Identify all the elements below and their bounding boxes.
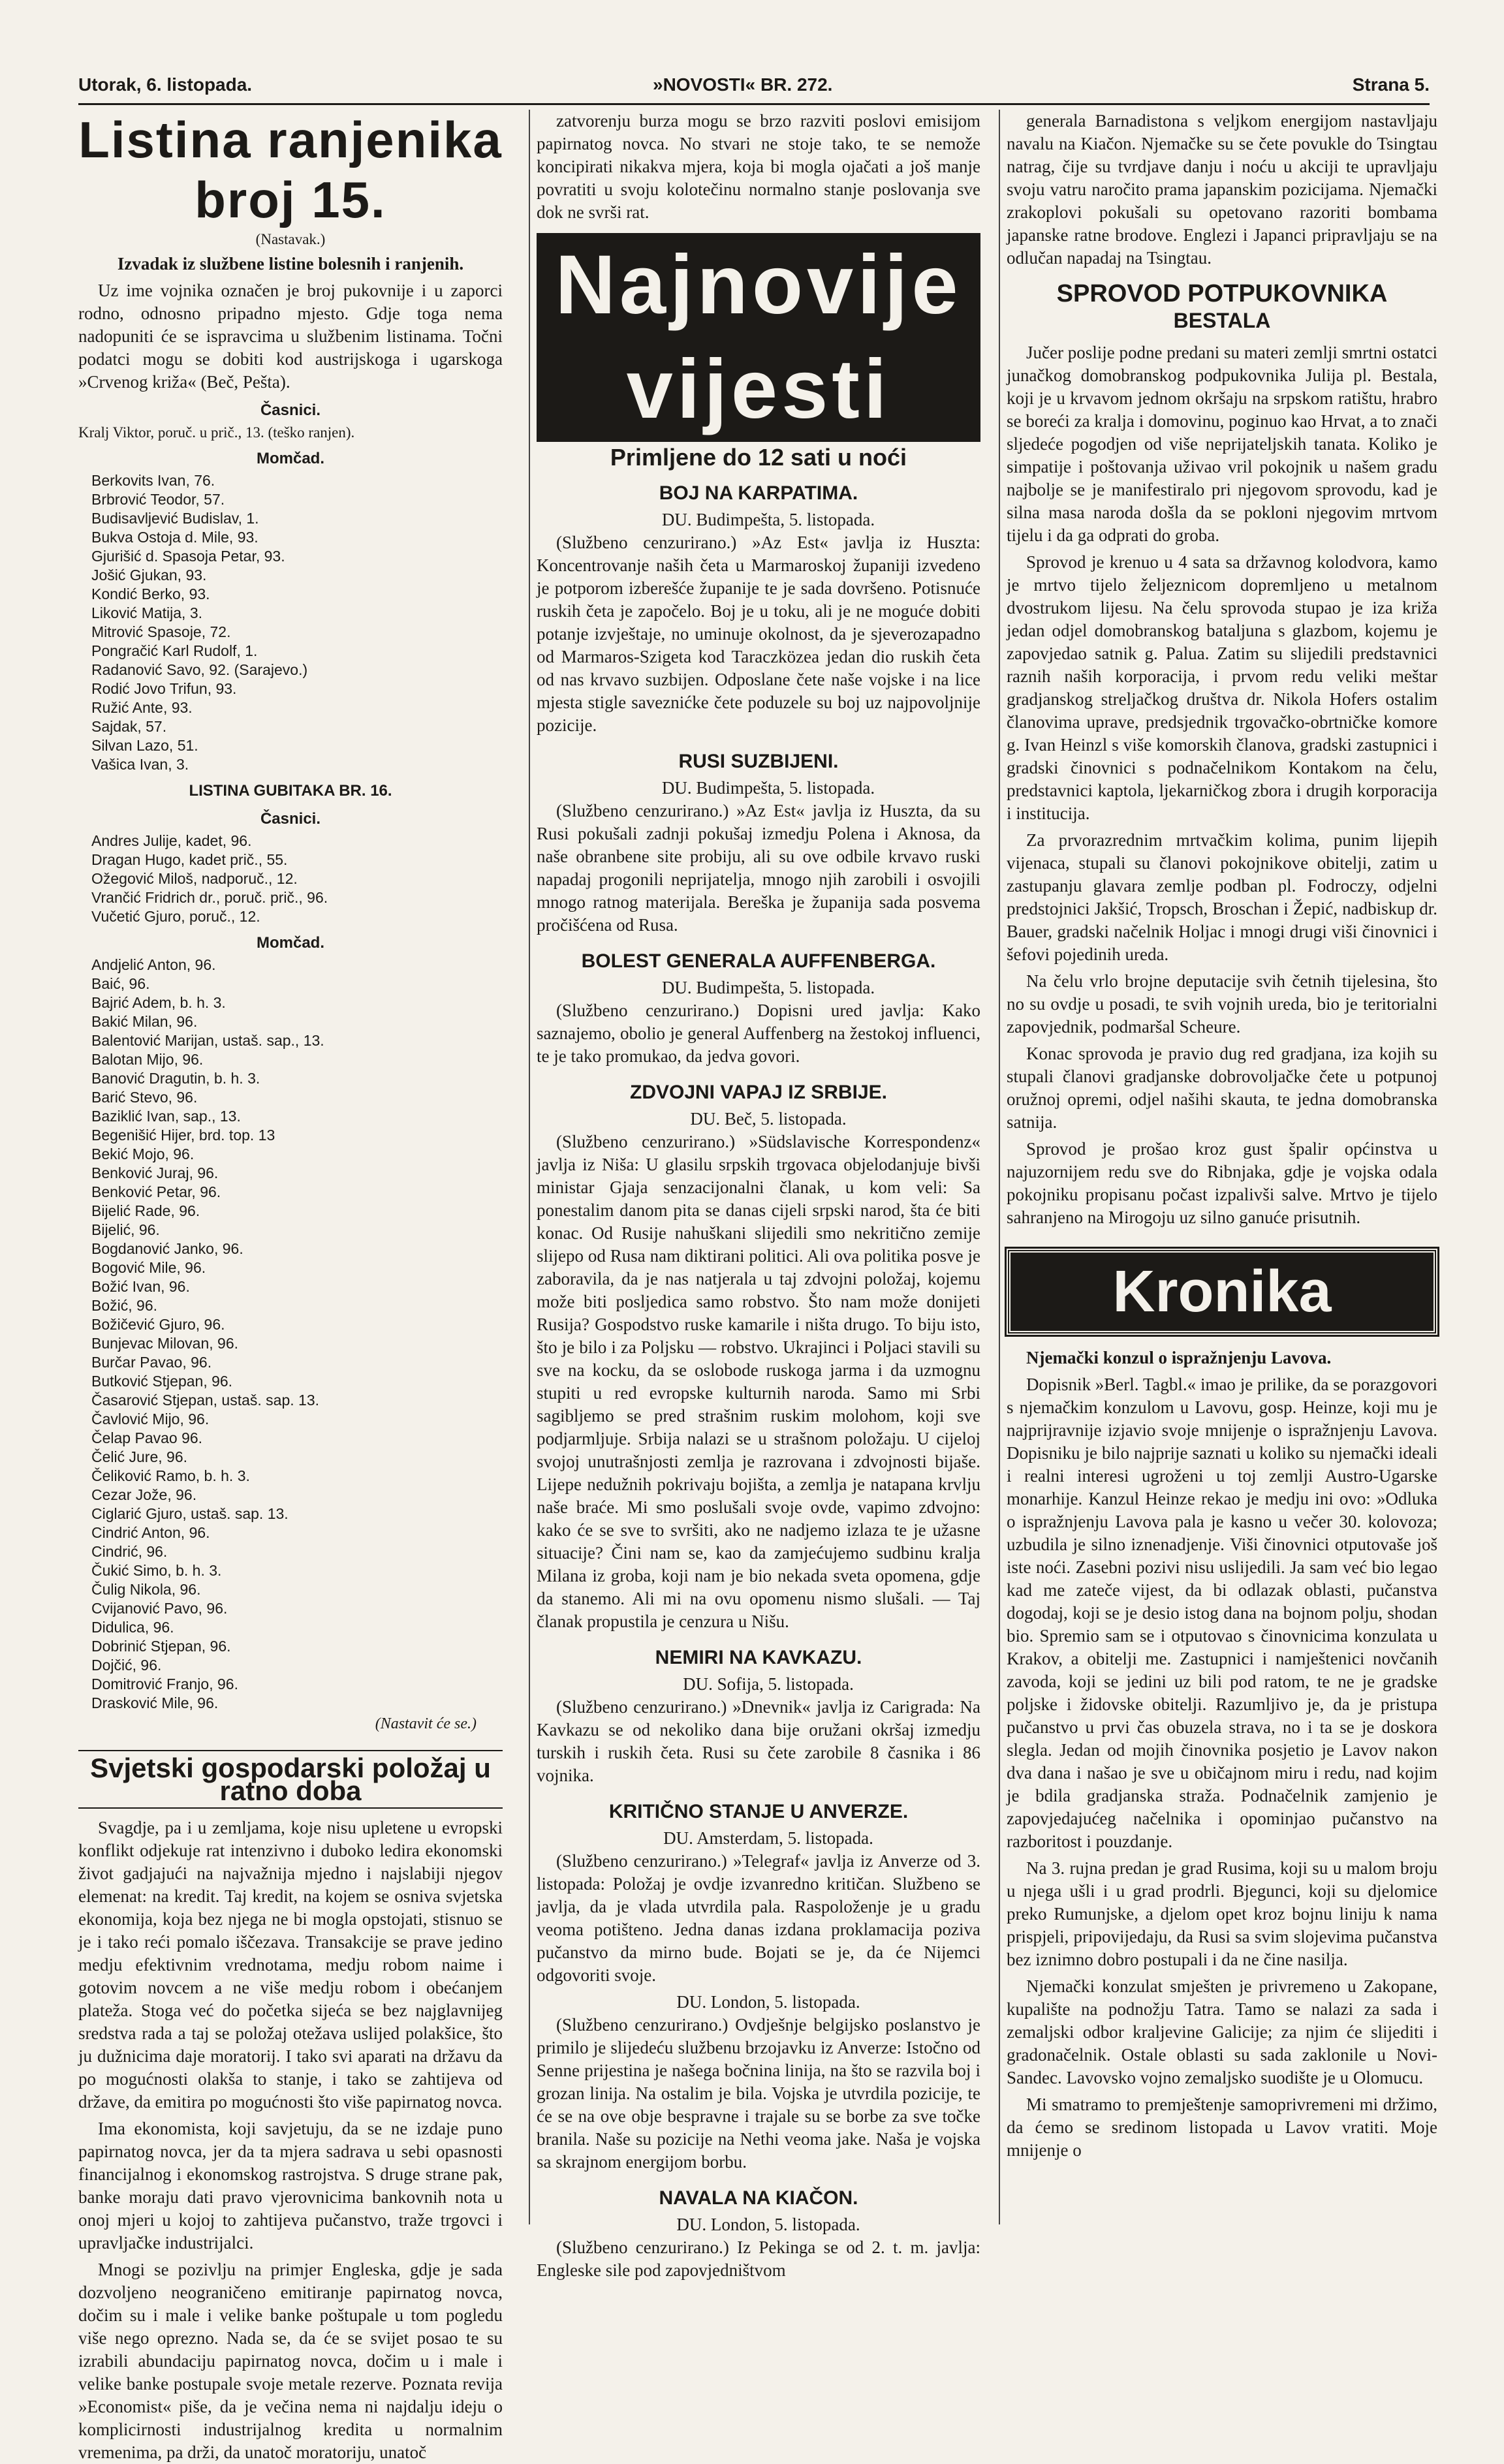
list-item: Vučetić Gjuro, poruč., 12. bbox=[91, 908, 260, 925]
list-item: Časarović Stjepan, ustaš. sap. 13. bbox=[91, 1392, 320, 1409]
article-dateline: DU. Budimpešta, 5. listopada. bbox=[661, 510, 875, 529]
news-article bbox=[537, 750, 980, 937]
article-body: (Službeno cenzurirano.) »Az Est« javlja iz Huszta, da su Rusi pokušali zadnji pokušaj izmedju Polena i Aknosa, da naše obranbene site probiju, ali su ove odbile krvavo ruski napadaj progonili neprijatelja, mnogo njih zarobili i osvojili mnogo ratnog materijala. Bereška je županija sada posvema pročišćena od Rusa. bbox=[537, 801, 980, 935]
list-item: Radanović Savo, 92. (Sarajevo.) bbox=[91, 661, 308, 678]
funeral-title: SPROVOD POTPUKOVNIKA bbox=[1056, 280, 1388, 307]
article-paragraph: Mi smatramo to premještenje samoprivremeni mi držimo, da ćemo se sredinom listopada u Lavov vratiti. Moje mnijenje o bbox=[1007, 2095, 1437, 2160]
news-article bbox=[537, 1800, 980, 1987]
article-body: (Službeno cenzurirano.) Ovdješnje belgijsko poslanstvo je primilo je slijedeću službenu brzojavku iz Anverze: Istočno od Senne prijestina je našega bočnina linija, na što se razvila boj i grozan linija. Na ostalim je bila. Vojska je utvrdila pozicije, te će se na ove obje bespravne i trajale su se borbe za sve točke branila. Naše su pozicije na Nethi veoma jake. Naša je vojska sa skrajnom energijom borbu. bbox=[537, 2015, 980, 2172]
casualty-list-title: Listina ranjenika broj 15. bbox=[78, 111, 503, 228]
header-page-number: Strana 5. bbox=[1352, 74, 1430, 95]
group-officers: Časnici. bbox=[260, 401, 321, 419]
article-paragraph: Na 3. rujna predan je grad Rusima, koji su u malom broju u njega ušli i u grad prodrli. Bjegunci, koji su djelomice preko Rumunjske, a djelom opet kroz bojnu liniju k nama prispjeli, pripovijedaju, da Rusi sa svim slojevima pučanstva bez iznimno dobro postupali i da ne čine nasilja. bbox=[1007, 1858, 1437, 1969]
article-paragraph: Svagdje, pa i u zemljama, koje nisu upletene u evropski konflikt odjekuje rat intenzivno i duboko ledira ekonomski život gadjajući na najvažnija mjedno i najslabiji njegov elemenat: na kredit. Taj kredit, na kojem se osniva svjetska ekonomija, koja bez njega ne bi mogla opstojati, stisnuo se je i tako reći pomalo iščezava. Transakcije se prave jedino medju efektivnim vrednotama, medju robom naime i gotovim novcem a ne više medju robom i obećanjem plateža. Stoga već do početka sijeća se bez najglavnijeg sredstva rada a taj se položaj otežava uslijed polakšice, što ju dužnicima daje moratorij. I tako svi aparati na državu da po mogućnosti olakša to stanje, i tako se zahtijeva od države, da emitira po mogućnosti što više papirnatog novca. bbox=[78, 1818, 503, 2112]
list-item: Rodić Jovo Trifun, 93. bbox=[91, 680, 237, 697]
article-headline: KRITIČNO STANJE U ANVERZE. bbox=[608, 1801, 909, 1822]
list-item: Jošić Gjukan, 93. bbox=[91, 567, 207, 584]
list-item: Ožegović Miloš, nadporuč., 12. bbox=[91, 870, 298, 887]
list-item: Cvijanović Pavo, 96. bbox=[91, 1600, 228, 1617]
list-item: Božić Ivan, 96. bbox=[91, 1278, 190, 1295]
group-officers-2: Časnici. bbox=[260, 810, 321, 828]
list-item: Vašica Ivan, 3. bbox=[91, 756, 189, 773]
list-item: Liković Matija, 3. bbox=[91, 604, 203, 621]
casualty-list-2 bbox=[91, 832, 503, 926]
column-middle bbox=[529, 110, 980, 2280]
list-item: Barić Stevo, 96. bbox=[91, 1089, 198, 1106]
news-article bbox=[537, 1646, 980, 1787]
header-date: Utorak, 6. listopada. bbox=[78, 74, 253, 95]
loss-list-title: LISTINA GUBITAKA BR. 16. bbox=[189, 782, 392, 800]
article-body: (Službeno cenzurirano.) »Dnevnik« javlja iz Carigrada: Na Kavkazu se od nekoliko dana bije oružani okršaj izmedju turskih i ruskih četa. Rusi su čete zarobile 8 časnika i 86 vojnika. bbox=[537, 1697, 980, 1785]
list-item: Ružić Ante, 93. bbox=[91, 699, 193, 716]
article-dateline: DU. Sofija, 5. listopada. bbox=[683, 1674, 854, 1694]
list-item: Bekić Mojo, 96. bbox=[91, 1146, 195, 1162]
continued-paragraph-right: generala Barnadistona s veljkom energijom nastavljaju navalu na Kiačon. Njemačke su se čete povukle do Tsingtau natrag, čije su tvrdjave danju i noću u akciji te upravljaju svoju vatru naročito prama japanskim pozicijama. Njemački zrakoplovi pokušali su opetovano razoriti bombama japanske ratne brodove. Englezi i Japanci pripravljaju se na odlučan napadaj na Tsingtau. bbox=[1007, 111, 1437, 268]
list-item: Silvan Lazo, 51. bbox=[91, 737, 198, 754]
casualty-list-3 bbox=[91, 956, 503, 1713]
list-item: Andjelić Anton, 96. bbox=[91, 956, 216, 973]
header-paper-issue: »NOVOSTI« BR. 272. bbox=[653, 74, 833, 95]
list-item: Didulica, 96. bbox=[91, 1619, 174, 1636]
list-item: Bogović Mile, 96. bbox=[91, 1259, 206, 1276]
latest-news-title: Najnovije vijesti bbox=[537, 233, 980, 442]
article-body: (Službeno cenzurirano.) Iz Pekinga se od 2. t. m. javlja: Engleske sile pod zapovjedništvom bbox=[537, 2238, 980, 2280]
article-dateline: DU. Amsterdam, 5. listopada. bbox=[663, 1828, 873, 1848]
column-left bbox=[78, 110, 503, 2462]
group-soldiers: Momčad. bbox=[256, 450, 324, 467]
article-headline: BOJ NA KARPATIMA. bbox=[659, 482, 858, 504]
continued-paragraph: zatvorenju burza mogu se brzo razviti poslovi emisijom papirnatog novca. No stvari ne stoje tako, te se nemože koncipirati nikakva mjera, koja bi mogla ojačati a još manje povratiti u svoju kolotečinu normalno stanje poslovanja sve dok ne svrši rat. bbox=[537, 111, 980, 222]
article-headline: ZDVOJNI VAPAJ IZ SRBIJE. bbox=[630, 1082, 887, 1103]
list-item: Brbrović Teodor, 57. bbox=[91, 491, 225, 508]
article-paragraph: Njemački konzulat smješten je privremeno u Zakopane, kupalište na podnožju Tatra. Tamo se nalazi za sada i zemaljski odbor kraljevine Galicije; za njim će slijediti i gradonačelnik. Ostale oblasti su sada zaklonile u Novi-Sandec. Lavovsko vojno zemaljsko suodište je u Olomucu. bbox=[1007, 1976, 1437, 2087]
list-item: Čelić Jure, 96. bbox=[91, 1448, 188, 1465]
list-item: Bogdanović Janko, 96. bbox=[91, 1240, 243, 1257]
article-dateline: DU. Budimpešta, 5. listopada. bbox=[661, 978, 875, 997]
officer-entry: Kralj Viktor, poruč. u prič., 13. (teško ranjen). bbox=[78, 424, 355, 441]
list-item: Cindrić, 96. bbox=[91, 1543, 168, 1560]
article-headline: NEMIRI NA KAVKAZU. bbox=[655, 1647, 862, 1668]
list-item: Gjurišić d. Spasoja Petar, 93. bbox=[91, 548, 285, 565]
list-item: Baziklić Ivan, sap., 13. bbox=[91, 1108, 241, 1125]
list-item: Butković Stjepan, 96. bbox=[91, 1373, 233, 1390]
list-item: Balentović Marijan, ustaš. sap., 13. bbox=[91, 1032, 324, 1049]
news-article bbox=[537, 1991, 980, 2174]
list-item: Burčar Pavao, 96. bbox=[91, 1354, 212, 1371]
list-item: Domitrović Franjo, 96. bbox=[91, 1676, 238, 1692]
list-item: Sajdak, 57. bbox=[91, 718, 167, 735]
article-dateline: DU. Beč, 5. listopada. bbox=[690, 1109, 847, 1129]
list-item: Ciglarić Gjuro, ustaš. sap. 13. bbox=[91, 1505, 289, 1522]
list-intro: Uz ime vojnika označen je broj pukovnije i u zaporci rodno, odnosno pripadno mjesto. Gdje toga nema nadopuniti će se ispravcima u službenim listinama. Točni podatci mogu se dobiti kod austrijskoga i ugarskoga »Crvenog križa« (Beč, Pešta). bbox=[78, 281, 503, 392]
article-headline: RUSI SUZBIJENI. bbox=[678, 751, 839, 772]
article-body: (Službeno cenzurirano.) »Telegraf« javlja iz Anverze od 3. listopada: Položaj je ovdje izvanredno kritičan. Službeno se javlja, da je vlada utvrdila pala. Raspoloženje je u gradu veoma potišteno. Jedna danas izdana proklamacija poziva pučanstvo da mirno bude. Bojati se je, da će Nijemci odgovoriti svoje. bbox=[537, 1851, 980, 1985]
kronika-article bbox=[1007, 1373, 1437, 2162]
nastavak-label: (Nastavak.) bbox=[255, 231, 326, 247]
list-item: Dragan Hugo, kadet prič., 55. bbox=[91, 851, 288, 868]
list-item: Kondić Berko, 93. bbox=[91, 585, 210, 602]
list-item: Banović Dragutin, b. h. 3. bbox=[91, 1070, 260, 1087]
article-paragraph: Dopisnik »Berl. Tagbl.« imao je prilike, da se porazgovori s njemačkim konzulom u Lavovu, gosp. Heinze, koji mu je najprijravnije izjavio svoje mnijenje o ispražnjenju Lavova. Dopisniku je bilo najprije saznati u koliko su njemački ideali i realni interesi ugroženi u toj zemlji Austro-Ugarske monarhije. Kanzul Heinze rekao je medju ini ovo: »Odluka o ispražnjenju Lavova pala je kasno u večer 30. kolovoza; uzbudila je silno iznenadjenje. Viši činovnici otputovaše još iste noći. Zasebni pozivi nisu uslijedili. Ja sam već bio legao kad me zateče vijest, da bi odlazak oblasti, pučanstva dogodaj, koji se je desio istog dana na bojnom polju, shodan bio. Spremio sam se i otputovao s činovnicima konzulata u Krakov, a obitelji me. Zastupnici i namještenici novčanih zavoda, koji se jedini uz bili pod ratom, te ne je gradske poljske i židovske obitelji. Razumljivo je, da je pristupa pučanstvo u prvi čas obuzela strava, no i ta se je doskora slegla. Jedan od mojih činovnika posjetio je Lavov nakon dva dana i našao je sve u običajnom miru i redu, nad kojim je bdila gradjanska straža. Podnačelnik zamjenio je zapovjedajućeg načelnika i opominjao pučanstvo na razboritost i pouzdanje. bbox=[1007, 1375, 1437, 1851]
funeral-subtitle: BESTALA bbox=[1173, 309, 1271, 332]
article-paragraph: Na čelu vrlo brojne deputacije svih četnih tijelesina, što no su ovdje u posadi, te svih vojnih ureda, bio je teritorialni zapovjednik, podmaršal Scheure. bbox=[1007, 971, 1437, 1037]
list-item: Berkovits Ivan, 76. bbox=[91, 472, 215, 489]
list-item: Budisavljević Budislav, 1. bbox=[91, 510, 259, 527]
casualty-list-1 bbox=[91, 471, 503, 774]
news-article bbox=[537, 1081, 980, 1633]
article-paragraph: Konac sprovoda je pravio dug red gradjana, iza kojih su stupali članovi gradjanske dobrovoljačke čete u potpunoj oružnoj opremi, odjel našihi skauta, te jedna domobranska satnija. bbox=[1007, 1044, 1437, 1132]
list-item: Begenišić Hijer, brd. top. 13 bbox=[91, 1127, 275, 1144]
list-item: Vrančić Fridrich dr., poruč. prič., 96. bbox=[91, 889, 328, 906]
group-soldiers-2: Momčad. bbox=[256, 934, 324, 952]
list-item: Baić, 96. bbox=[91, 975, 150, 992]
news-article bbox=[537, 482, 980, 737]
list-item: Bukva Ostoja d. Mile, 93. bbox=[91, 529, 258, 546]
list-item: Bijelić Rade, 96. bbox=[91, 1202, 200, 1219]
latest-news-subtitle: Primljene do 12 sati u noći bbox=[610, 444, 907, 471]
list-item: Bajrić Adem, b. h. 3. bbox=[91, 994, 226, 1011]
list-lead: Izvadak iz službene listine bolesnih i ranjenih. bbox=[117, 254, 464, 273]
list-item: Cezar Jože, 96. bbox=[91, 1486, 197, 1503]
article-body: (Službeno cenzurirano.) Dopisni ured javlja: Kako saznajemo, obolio je general Auffenberg na žestokoj influenci, te je tako promukao, da jedva govori. bbox=[537, 1001, 980, 1066]
economy-article-body bbox=[78, 1817, 503, 2464]
list-item: Čavlović Mijo, 96. bbox=[91, 1411, 210, 1427]
article-dateline: DU. London, 5. listopada. bbox=[676, 1992, 860, 2012]
kronika-lead: Njemački konzul o ispražnjenju Lavova. bbox=[1026, 1348, 1332, 1367]
article-paragraph: Za prvorazrednim mrtvačkim kolima, punim lijepih vijenaca, stupali su članovi pokojnikove obitelji, zatim u zastupanju glavara zemlje podban pl. Fodroczy, odjelni predstojnici Jakšić, Tropsch, Broschan i Žepić, nadbiskup dr. Bauer, gradski načelnik Holjac i mnogi drugi viši činovnici i šefovi pojedinih ureda. bbox=[1007, 830, 1437, 964]
article-dateline: DU. Budimpešta, 5. listopada. bbox=[661, 778, 875, 798]
list-item: Andres Julije, kadet, 96. bbox=[91, 832, 252, 849]
list-item: Benković Petar, 96. bbox=[91, 1183, 221, 1200]
list-item: Čukić Simo, b. h. 3. bbox=[91, 1562, 222, 1579]
article-body: (Službeno cenzurirano.) »Südslavische Korrespondenz« javlja iz Niša: U glasilu srpskih trgovaca objelodanjuje bivši ministar Gjaja senzacijonalni članak, u kom veli: Sa ponestalim danom pita se danas cijeli srpski narod, šta će biti konac. Od Rusije nahuškani slijedili smo nekritično zemije slijepo od Rusa nam diktirani politici. Ali ova politika posve je zaboravila, da je nas natjerala u taj zdvojni položaj, kojemu može biti posljedica samo robstvo. Što nam može donijeti Rusija? Gospodstvo ruske kamarile i ništa drugo. To biju isto, što je bilo i za Poljsku — robstvo. Ukrajinci i Poljaci stavili su sve na kocku, da se oslobode ruskoga jarma i da uzmognu stupiti u red evropske kulturnih naroda. Samo mi Srbi sagibljemo se pred strašnim ruskim molohom, koji sve podjarmljuje. Srbija nalazi se u strašnom položaju. U cijeloj svojoj unutrašnjosti zemlja je razrovana i zdvojnosti bijaše. Lijepe nedužnih pokrivaju bojišta, a zemlja je natapana krvlju naše braće. Mi smo poslušali svoje ovde, vapimo zdvojno: kako će se sve to svršiti, ako ne nadjemo izlaza te je užasne situacije? Čini nam se, kao da zamjećujemo sudbinu kralja Milana iz groba, koji nam je bio nekada sveta opomena, gdje da stanemo. Ali mi na ovu opomenu nismo slušali. — Taj članak propustila je cenzura u Nišu. bbox=[537, 1132, 980, 1631]
list-item: Dojčić, 96. bbox=[91, 1657, 162, 1674]
economy-article-title: Svjetski gospodarski položaj u ratno doba bbox=[78, 1750, 503, 1809]
list-item: Čeliković Ramo, b. h. 3. bbox=[91, 1467, 250, 1484]
article-paragraph: Sprovod je krenuo u 4 sata sa državnog kolodvora, kamo je mrtvo tijelo željeznicom dopremljeno u metalnom dvostrukom lijesu. Na čelu sprovoda stupao je iza križa jedan odjel domobranskog bataljuna s glazbom, kojemu je zapovjedao satnik g. Palua. Zatim su slijedili predstavnici raznih naših korporacija, i prvom redu veliki meštar gradjanskog streljačkog društva dr. Nikola Hofers ostalim članovima uprave, predsjednik trgovačko-obrtničke komore g. Ivan Heinzl s više komorskih članova, gradski zastupnici i gradski činovnici s podnačelnikom Kontakom na čelu, predstavnici kaptola, ljekarničkog zbora i drugih korporacija i institucija. bbox=[1007, 552, 1437, 823]
list-item: Božić, 96. bbox=[91, 1297, 157, 1314]
article-body: (Službeno cenzurirano.) »Az Est« javlja iz Huszta: Koncentrovanje naših četa u Marmaroskoj županiji izvedeno je potporom izberešće županije te je sada dovršeno. Potisnuće ruskih četa je započelo. Boj je u toku, ali je ne moguće dobiti potanje izvještaje, no uminuje okolnost, da je sjeverozapadno od Marmaros-Szigeta kod Taraczközea jedan dio ruskih četa od nas krvavo suzbijen. Odposlane čete naše vojske i na lice mjesta stigle saveznićke čete poduzele su boj uz najpovoljnije pozicije. bbox=[537, 533, 980, 735]
newspaper-page bbox=[78, 39, 1437, 2462]
list-item: Balotan Mijo, 96. bbox=[91, 1051, 204, 1068]
to-be-continued: (Nastavit će se.) bbox=[375, 1715, 477, 1732]
list-item: Mitrović Spasoje, 72. bbox=[91, 623, 231, 640]
article-headline: BOLEST GENERALA AUFFENBERGA. bbox=[581, 950, 936, 972]
list-item: Čelap Pavao 96. bbox=[91, 1429, 203, 1446]
article-paragraph: Jučer poslije podne predani su materi zemlji smrtni ostatci junačkog domobranskog podpukovnika Julija pl. Bestala, koji je u krvavom jednom okršaju na srpskom ratištu, hrabro se boreći za kralja i domovinu, poginuo kao Hrvat, a to znači sljedeće pogodjen od više neprijateljskih tanata. Koliko je simpatije i poštovanja uživao vril pokojnik u našem gradu najbolje se je manifestiralo pri njegovom sprovodu, kad je silna masa naroda došla da se pokloni njegovim mrtvom tijelu i da ga odprati do groba. bbox=[1007, 343, 1437, 545]
list-item: Benković Juraj, 96. bbox=[91, 1164, 219, 1181]
list-item: Bijelić, 96. bbox=[91, 1221, 160, 1238]
list-item: Bakić Milan, 96. bbox=[91, 1013, 198, 1030]
list-item: Dobrinić Stjepan, 96. bbox=[91, 1638, 231, 1655]
article-paragraph: Mnogi se pozivlju na primjer Engleska, gdje je sada dozvoljeno neograničeno emitiranje papirnatog novca, dočim su i male i velike banke poštupale u tom pogledu više nego oprezno. Nada se, da će se svijet posao te su izrabili abundaciju papirnatog novca, dočim u i male i velike banke postupale svoje metale rezerve. Poznata revija »Economist« piše, da je večina nema ni najdalju ideju o komplicirnosti industrijalnog kredita u normalnim vremenima, pa drži, da unatoč moratoriju, unatoč bbox=[78, 2260, 503, 2462]
news-article bbox=[537, 950, 980, 1068]
list-item: Drasković Mile, 96. bbox=[91, 1694, 219, 1711]
list-item: Božičević Gjuro, 96. bbox=[91, 1316, 225, 1333]
list-item: Čulig Nikola, 96. bbox=[91, 1581, 201, 1598]
news-article bbox=[537, 2187, 980, 2282]
article-paragraph: Ima ekonomista, koji savjetuju, da se ne izdaje puno papirnatog novca, jer da ta mjera sadrava u sebi opasnosti financijalnog i ekonomskog rastrojstva. S druge strane pak, banke moraju dati pravo vjerovnicima bankovnih nota u onoj mjeri u kojoj to zahtijeva pučanstvo, traže trgovci i upravljačke industrijalci. bbox=[78, 2119, 503, 2253]
kronika-title: Kronika bbox=[1007, 1249, 1437, 1335]
article-dateline: DU. London, 5. listopada. bbox=[676, 2215, 860, 2234]
page-header bbox=[78, 64, 1430, 105]
column-right bbox=[999, 110, 1437, 2224]
list-item: Cindrić Anton, 96. bbox=[91, 1524, 210, 1541]
list-item: Bunjevac Milovan, 96. bbox=[91, 1335, 239, 1352]
list-item: Pongračić Karl Rudolf, 1. bbox=[91, 642, 258, 659]
article-headline: NAVALA NA KIAČON. bbox=[659, 2187, 858, 2209]
funeral-article bbox=[1007, 341, 1437, 1229]
article-paragraph: Sprovod je prošao kroz gust špalir općinstva u najuzornijem redu sve do Ribnjaka, gdje je vojska odala pokojniku propisanu počast izpalivši salve. Mrtvo je tijelo sahranjeno na Mirogoju uz silno ganuće prisutnih. bbox=[1007, 1139, 1437, 1227]
news-articles bbox=[537, 482, 980, 2282]
